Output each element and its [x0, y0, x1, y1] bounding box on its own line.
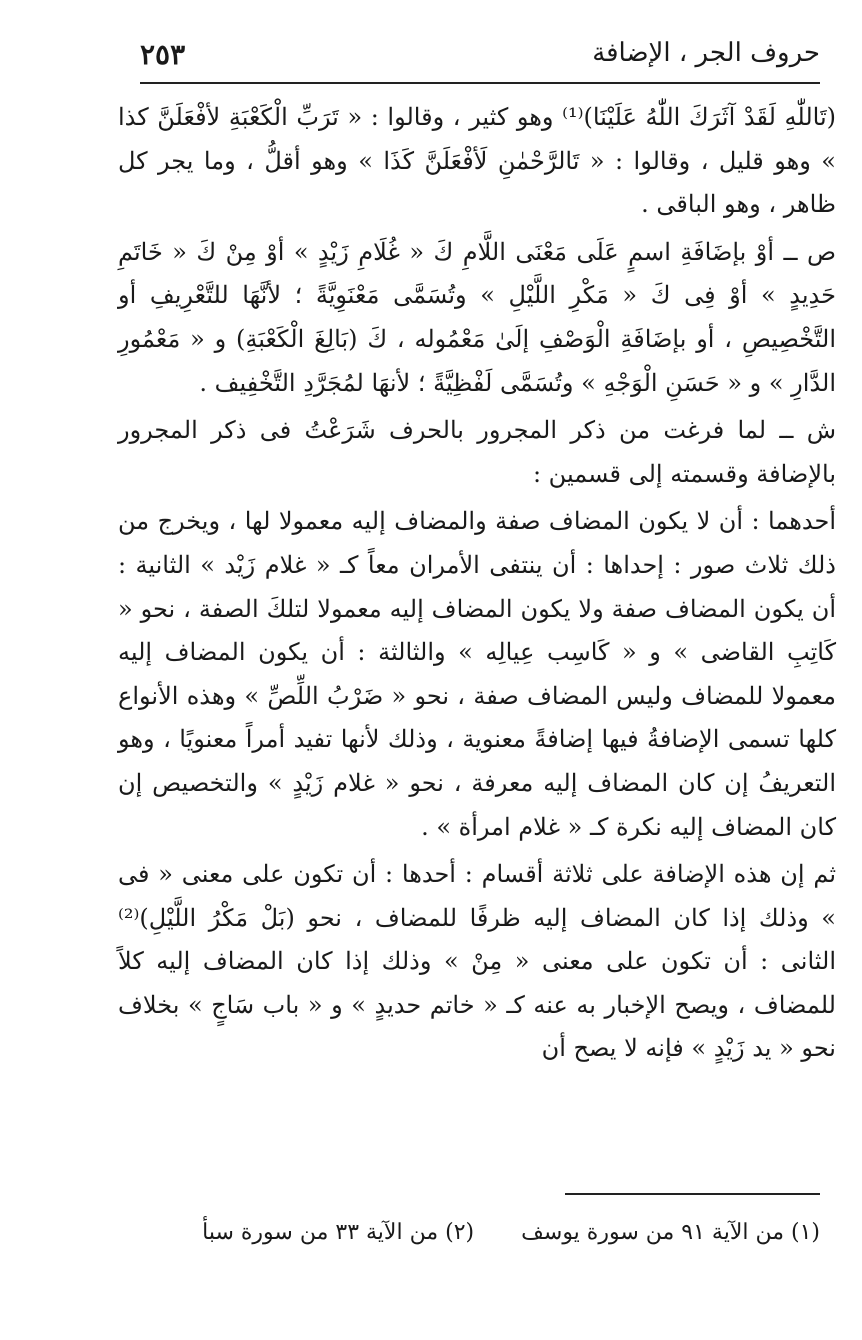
footnote-1: (١) من الآية ٩١ من سورة يوسف	[521, 1220, 820, 1245]
footnote-2: (٢) من الآية ٣٣ من سورة سبأ	[202, 1220, 475, 1245]
paragraph-3: ش ــ لما فرغت من ذكر المجرور بالحرف شَرَعْتُ فى ذكر المجرور بالإضافة وقسمته إلى قسمين :	[118, 416, 836, 488]
footnotes	[140, 1220, 820, 1245]
page-number: ٢٥٣	[140, 38, 186, 71]
header-title: حروف الجر ، الإضافة	[592, 38, 820, 68]
body-text	[118, 96, 836, 1071]
running-header	[140, 38, 820, 82]
paragraph-5: ثم إن هذه الإضافة على ثلاثة أقسام : أحدها : أن تكون على معنى « فى » وذلك إذا كان المضاف إليه ظرفًا للمضاف ، نحو (بَلْ مَكْرُ اللَّيْلِ)⁽²⁾ الثانى : أن تكون على معنى « مِنْ » وذلك إذا كان المضاف إليه كلاً للمضاف ، ويصح الإخبار به عنه كـ « خاتم حديدٍ » و « باب سَاجٍ » بخلاف نحو « يد زَيْدٍ » فإنه لا يصح أن	[118, 860, 836, 1063]
paragraph-2: ص ــ أوْ بإضَافَةِ اسمٍ عَلَى مَعْنَى اللَّامِ كَ « غُلَامِ زَيْدٍ » أوْ مِنْ كَ « خَاتَمِ حَدِيدٍ » أوْ فِى كَ « مَكْرِ اللَّيْلِ » وتُسَمَّى مَعْنَوِيَّةً ؛ لأنَّهَا للتَّعْرِيفِ أو التَّخْصِيصِ ، أو بإضَافَةِ الْوَصْفِ إلَىٰ مَعْمُوله ، كَ (بَالِغَ الْكَعْبَةِ) و « مَعْمُورِ الدَّارِ » و « حَسَنِ الْوَجْهِ » وتُسَمَّى لَفْظِيَّةً ؛ لأنهَا لمُجَرَّدِ التَّخْفِيف .	[118, 237, 836, 397]
header-rule	[140, 82, 820, 84]
footnote-rule	[565, 1193, 820, 1195]
paragraph-4: أحدهما : أن لا يكون المضاف صفة والمضاف إليه معمولا لها ، ويخرج من ذلك ثلاث صور : إحداها : أن ينتفى الأمران معاً كـ « غلام زَيْد » الثانية : أن يكون المضاف صفة ولا يكون المضاف إليه معمولا لتلكَ الصفة ، نحو « كَاتِبِ القاضى » و « كَاسِب عِيالِه » والثالثة : أن يكون المضاف إليه معمولا للمضاف وليس المضاف صفة ، نحو « ضَرْبُ اللِّصِّ » وهذه الأنواع كلها تسمى الإضافةُ فيها إضافةً معنوية ، وذلك لأنها تفيد أمراً معنويًا ، وهو التعريفُ إن كان المضاف إليه معرفة ، نحو « غلام زَيْدٍ » والتخصيص إن كان المضاف إليه نكرة كـ « غلام امرأة » .	[118, 507, 836, 841]
paragraph-1: (تَاللّٰهِ لَقَدْ آثَرَكَ اللّٰهُ عَلَيْنَا)⁽¹⁾ وهو كثير ، وقالوا : « تَرَبِّ الْكَعْبَةِ لأفْعَلَنَّ كذا » وهو قليل ، وقالوا : « تَالرَّحْمٰنِ لَأفْعَلَنَّ كَذَا » وهو أقلُّ ، وما يجر كل ظاهر ، وهو الباقى .	[118, 103, 836, 219]
